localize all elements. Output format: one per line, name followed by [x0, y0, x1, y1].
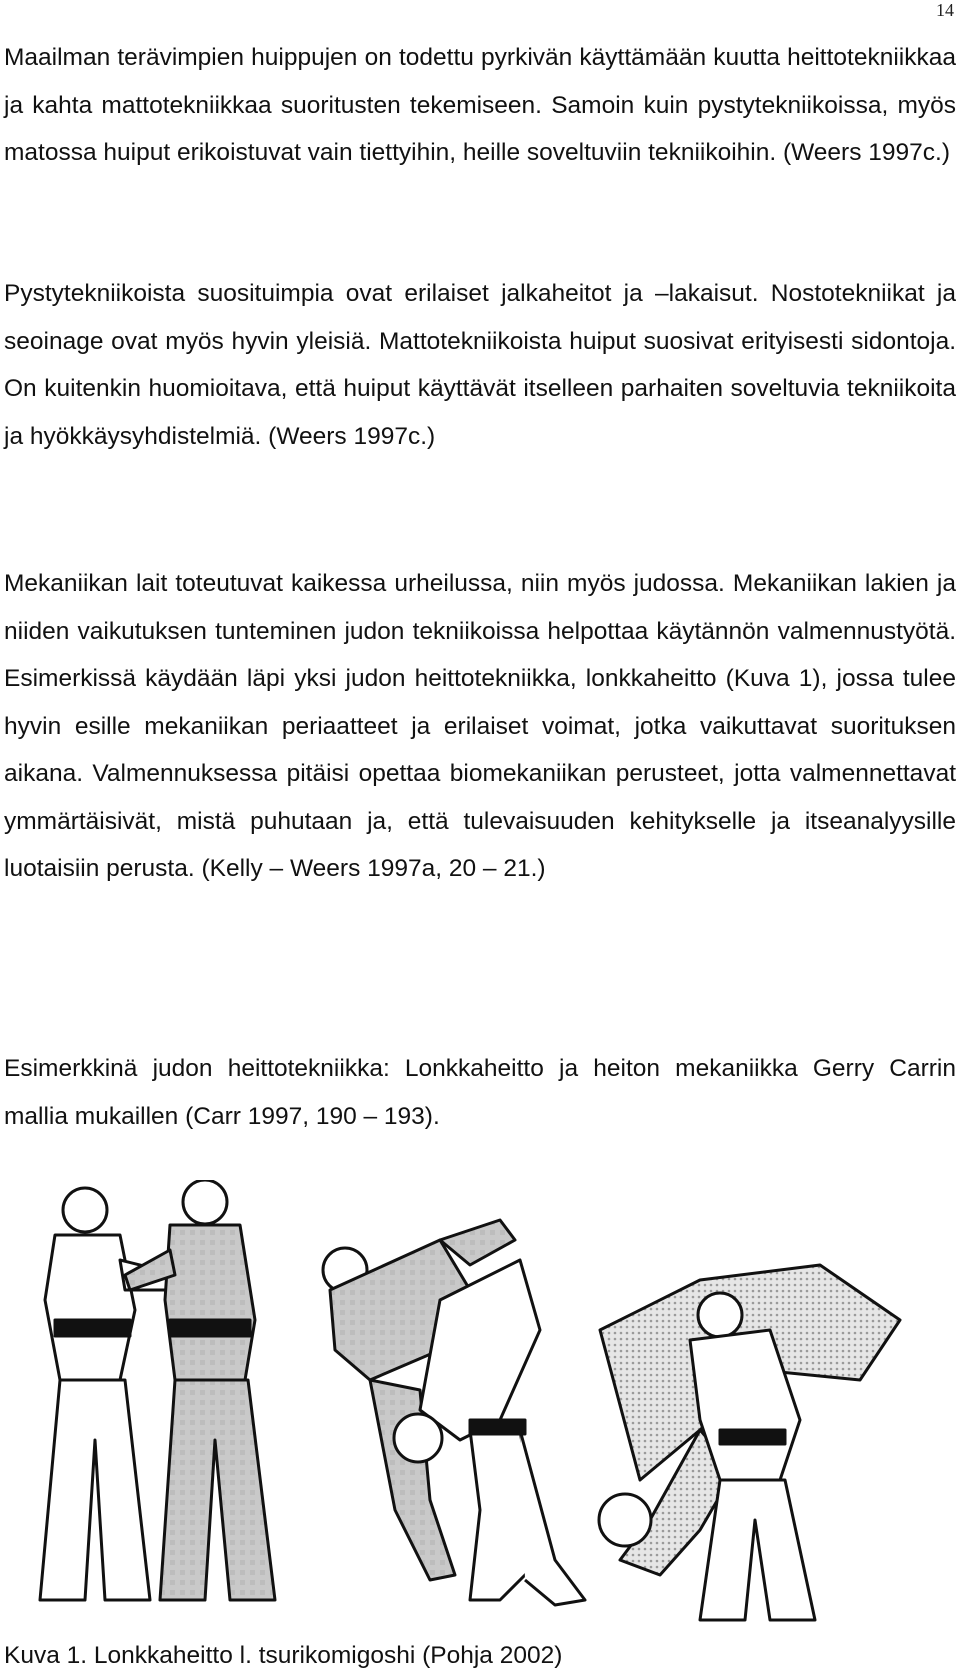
throw-phase-3 [599, 1265, 900, 1620]
page-number: 14 [936, 0, 954, 20]
judo-throw-figure [0, 1180, 960, 1650]
paragraph-example: Esimerkkinä judon heittotekniikka: Lonkkaheitto ja heiton mekaniikka Gerry Carrin mallia mukaillen (Carr 1997, 190 – 193). [4, 1055, 956, 1130]
paragraph-standing-techniques: Pystytekniikoista suosituimpia ovat erilaiset jalkaheitot ja –lakaisut. Nostotekniikat ja seoinage ovat myös hyvin yleisiä. Mattotekniikoista huiput suosivat erityisesti sidontoja. On kuitenkin huomioitava, että huiput käyttävät itselleen parhaiten soveltuvia tekniikoita ja hyökkäysyhdistelmiä. (Weers 1997c.) [4, 280, 956, 450]
paragraph-mechanics: Mekaniikan lait toteutuvat kaikessa urheilussa, niin myös judossa. Mekaniikan lakien ja niiden vaikutuksen tunteminen judon tekniikoissa helpottaa käytännön valmennustyötä. Esimerkissä käydään läpi yksi judon heittotekniikka, lonkkaheitto (Kuva 1), jossa tulee hyvin esille mekaniikan periaatteet ja erilaiset voimat, jotka vaikuttavat suorituksen aikana. Valmennuksessa pitäisi opettaa biomekaniikan perusteet, jotta valmennettavat ymmärtäisivät, mistä puhutaan ja, että tulevaisuuden kehitykselle ja itseanalyysille luotaisiin perusta. (Kelly – Weers 1997a, 20 – 21.) [4, 570, 956, 882]
figure-caption: Kuva 1. Lonkkaheitto l. tsurikomigoshi (Pohja 2002) [4, 1642, 563, 1669]
throw-phase-1 [40, 1180, 275, 1600]
throw-phase-2 [323, 1220, 585, 1605]
judo-throw-illustration [0, 1180, 960, 1650]
paragraph-intro: Maailman terävimpien huippujen on todettu pyrkivän käyttämään kuutta heittotekniikkaa ja kahta mattotekniikkaa suoritusten tekemiseen. Samoin kuin pystytekniikoissa, myös matossa huiput erikoistuvat vain tiettyihin, heille soveltuviin tekniikoihin. (Weers 1997c.) [4, 44, 956, 166]
